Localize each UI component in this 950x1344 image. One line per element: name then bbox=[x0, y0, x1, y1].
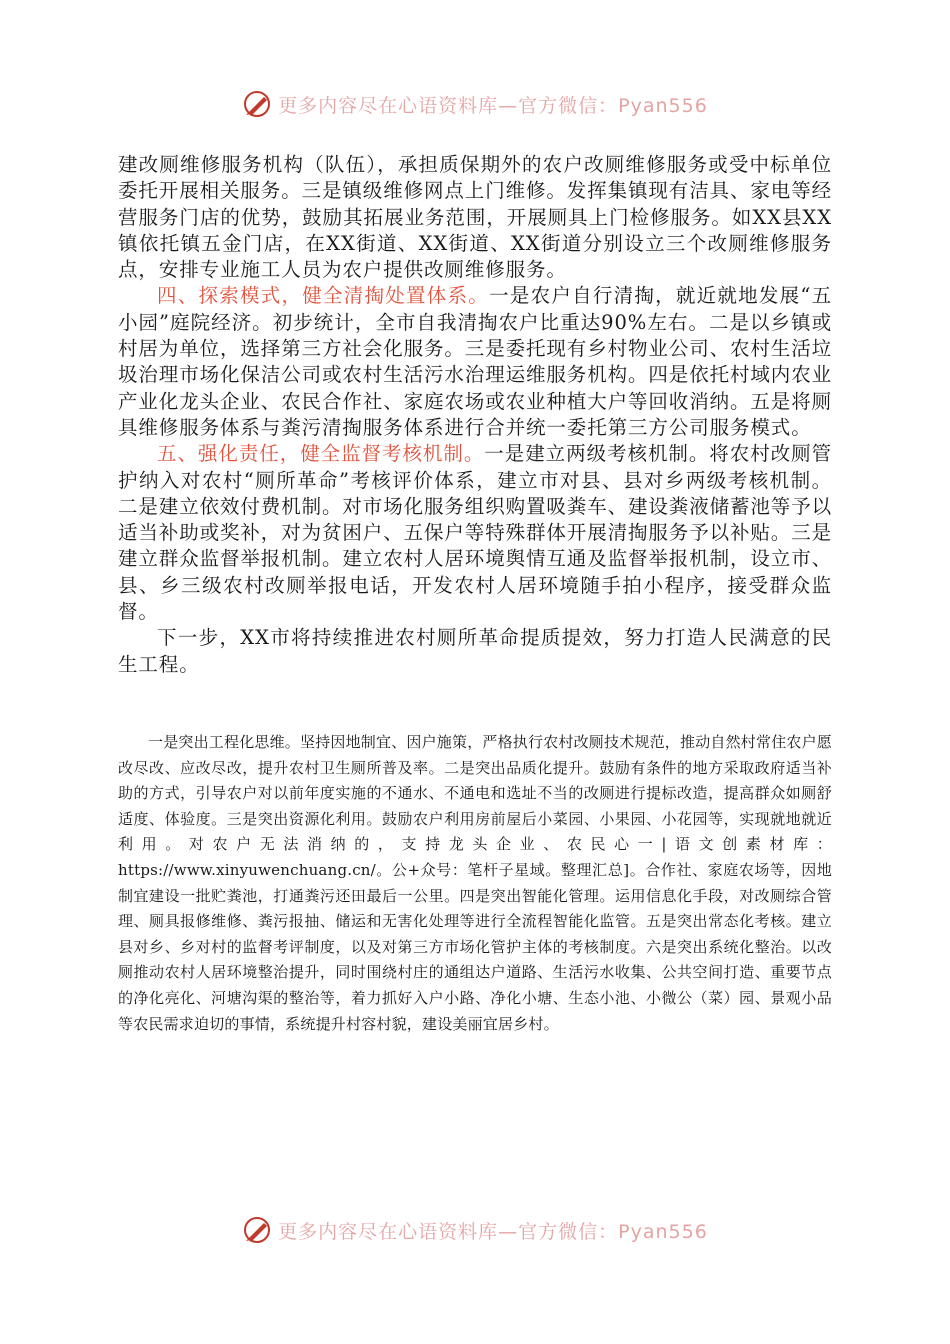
paragraph-maintenance: 建改厕维修服务机构（队伍），承担质保期外的农户改厕维修服务或受中标单位委托开展相关服务。三是镇级维修网点上门维修。发挥集镇现有洁具、家电等经营服务门店的优势，鼓励其拓展业务范围，开展厕具上门检修服务。如XX县XX镇依托镇五金门店，在XX街道、XX街道、XX街道分别设立三个改厕维修服务点，安排专业施工人员为农户提供改厕维修服务。 bbox=[118, 153, 833, 282]
paragraph-cleanout bbox=[118, 283, 832, 441]
section-heading-four: 四、探索模式，健全清掏处置体系。 bbox=[157, 284, 490, 308]
pen-logo-icon bbox=[242, 89, 272, 119]
main-text bbox=[118, 152, 832, 678]
section-body-five: 一是建立两级考核机制。将农村改厕管护纳入对农村“厕所革命”考核评价体系，建立市对县、县对乡两级考核机制。二是建立依效付费机制。对市场化服务组织购置吸粪车、建设粪液储蓄池等予以适当补助或奖补，对为贫困户、五保户等特殊群体开展清掏服务予以补贴。三是建立群众监督举报机制。建立农村人居环境舆情互通及监督举报机制，设立市、县、乡三级农村改厕举报电话，开发农村人居环境随手拍小程序，接受群众监督。 bbox=[118, 442, 833, 624]
header-banner bbox=[0, 84, 950, 124]
section-body-four: 一是农户自行清掏，就近就地发展“五小园”庭院经济。初步统计，全市自我清掏农户比重达90%左右。二是以乡镇或村居为单位，选择第三方社会化服务。三是委托现有乡村物业公司、农村生活垃圾治理市场化保洁公司或农村生活污水治理运维服务机构。四是依托村域内农业产业化龙头企业、农民合作社、家庭农场或农业种植大户等回收消纳。五是将厕具维修服务体系与粪污清掏服务体系进行合并统一委托第三方公司服务模式。 bbox=[118, 284, 833, 439]
footer-banner bbox=[0, 1210, 950, 1250]
appendix-text bbox=[118, 730, 832, 1037]
footer-banner-text: 更多内容尽在心语资料库—官方微信：Pyan556 bbox=[278, 1220, 708, 1243]
paragraph-supervision bbox=[118, 441, 832, 625]
header-banner-text: 更多内容尽在心语资料库—官方微信：Pyan556 bbox=[278, 94, 708, 117]
appendix-paragraph: 一是突出工程化思维。坚持因地制宜、因户施策，严格执行农村改厕技术规范，推动自然村常住农户愿改尽改、应改尽改，提升农村卫生厕所普及率。二是突出品质化提升。鼓励有条件的地方采取政府适当补助的方式，引导农户对以前年度实施的不通水、不通电和选址不当的改厕进行提标改造，提高群众如厕舒适度、体验度。三是突出资源化利用。鼓励农户利用房前屋后小菜园、小果园、小花园等，实现就地就近利用。对农户无法消纳的，支持龙头企业、农民心一|语文创素材库：https://www.xinyuwenchuang.cn/。公+众号：笔杆子星域。整理汇总]。合作社、家庭农场等，因地制宜建设一批贮粪池，打通粪污还田最后一公里。四是突出智能化管理。运用信息化手段，对改厕综合管理、厕具报修维修、粪污报抽、储运和无害化处理等进行全流程智能化监管。五是突出常态化考核。建立县对乡、乡对村的监督考评制度，以及对第三方市场化管护主体的考核制度。六是突出系统化整治。以改厕推动农村人居环境整治提升，同时围绕村庄的通组达户道路、生活污水收集、公共空间打造、重要节点的净化亮化、河塘沟渠的整治等，着力抓好入户小路、净化小塘、生态小池、小微公（菜）园、景观小品等农民需求迫切的事情，系统提升村容村貌，建设美丽宜居乡村。 bbox=[118, 733, 833, 1033]
pen-logo-icon bbox=[242, 1215, 272, 1245]
paragraph-next-step: 下一步，XX市将持续推进农村厕所革命提质提效，努力打造人民满意的民生工程。 bbox=[118, 626, 832, 676]
section-heading-five: 五、强化责任，健全监督考核机制。 bbox=[157, 442, 485, 466]
